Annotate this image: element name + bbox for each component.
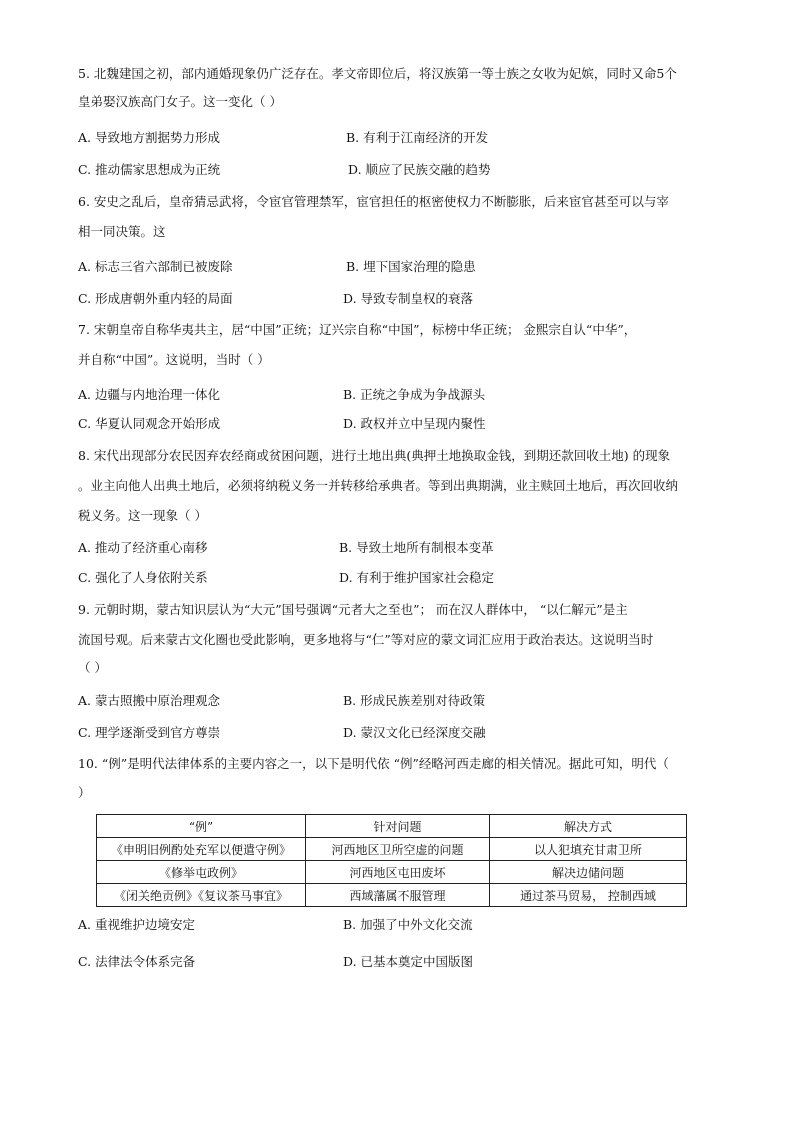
table-header-cell: 解决方式 — [490, 815, 687, 838]
table-cell: 通过茶马贸易， 控制西域 — [490, 884, 687, 907]
q7-option-c[interactable]: C. 华夏认同观念开始形成 — [78, 416, 221, 431]
q9-option-a[interactable]: A. 蒙古照搬中原治理观念 — [78, 693, 220, 708]
q6-option-d[interactable]: D. 导致专制皇权的衰落 — [343, 291, 474, 306]
q5-option-c[interactable]: C. 推动儒家思想成为正统 — [78, 162, 221, 177]
q8-option-b[interactable]: B. 导致土地所有制根本变革 — [339, 540, 494, 555]
q7-option-a[interactable]: A. 边疆与内地治理一体化 — [78, 387, 220, 402]
q6-stem-line-1: 6. 安史之乱后，皇帝猜忌武将，令宦官管理禁军，宦官担任的枢密使权力不断膨胀，后来宦官甚至可以与宰 — [78, 194, 669, 209]
table-row — [97, 861, 687, 884]
q9-stem-line-3: （ ） — [78, 660, 107, 675]
table-cell: 《修举屯政例》 — [97, 861, 306, 884]
q6-option-a[interactable]: A. 标志三省六部制已被废除 — [78, 259, 233, 274]
q7-option-b[interactable]: B. 正统之争成为争战源头 — [343, 387, 486, 402]
q9-stem-line-1: 9. 元朝时期，蒙古知识层认为“大元”国号强调“元者大之至也”； 而在汉人群体中， “以仁解元”是主 — [78, 602, 628, 617]
q10-option-c[interactable]: C. 法律法令体系完备 — [78, 954, 196, 969]
table-header-cell: 针对问题 — [306, 815, 490, 838]
q6-option-c[interactable]: C. 形成唐朝外重内轻的局面 — [78, 291, 233, 306]
q7-stem-line-1: 7. 宋朝皇帝自称华夷共主，居“中国”正统；辽兴宗自称“中国”，标榜中华正统； 金熙宗自认“中华”， — [78, 322, 637, 337]
q8-option-d[interactable]: D. 有利于维护国家社会稳定 — [339, 570, 495, 585]
table-cell: 《申明旧例酌处充军以便遣守例》 — [97, 838, 306, 861]
q8-stem-line-2: 。业主向他人出典土地后，必须将纳税义务一并转移给承典者。等到出典期满，业主赎回土地后，再次回收纳 — [78, 478, 679, 493]
q10-option-b[interactable]: B. 加强了中外文化交流 — [343, 917, 473, 932]
q9-option-c[interactable]: C. 理学逐渐受到官方尊崇 — [78, 725, 221, 740]
q6-option-b[interactable]: B. 埋下国家治理的隐患 — [346, 259, 476, 274]
q8-stem-line-3: 税义务。这一现象（ ） — [78, 508, 207, 523]
q9-option-b[interactable]: B. 形成民族差别对待政策 — [343, 693, 486, 708]
q7-option-d[interactable]: D. 政权并立中呈现内聚性 — [343, 416, 486, 431]
q10-option-d[interactable]: D. 已基本奠定中国版图 — [343, 954, 474, 969]
table-cell: 河西地区卫所空虚的问题 — [306, 838, 490, 861]
q9-option-d[interactable]: D. 蒙汉文化已经深度交融 — [343, 725, 486, 740]
q5-option-b[interactable]: B. 有利于江南经济的开发 — [346, 130, 489, 145]
q10-option-a[interactable]: A. 重视维护边境安定 — [78, 917, 195, 932]
table-header-row — [97, 815, 687, 838]
q5-stem-line-1: 5. 北魏建国之初，部内通婚现象仍广泛存在。孝文帝即位后，将汉族第一等士族之女收为妃嫔，同时又命5个 — [78, 66, 677, 81]
q9-stem-line-2: 流国号观。后来蒙古文化圈也受此影响，更多地将与“仁”等对应的蒙文词汇应用于政治表达。这说明当时 — [78, 632, 654, 647]
table-cell: 解决边储问题 — [490, 861, 687, 884]
q5-option-a[interactable]: A. 导致地方割据势力形成 — [78, 130, 220, 145]
table-cell: 《闭关绝贡例》《复议茶马事宜》 — [97, 884, 306, 907]
q6-stem-line-2: 相一同决策。这 — [78, 224, 166, 239]
q8-option-a[interactable]: A. 推动了经济重心南移 — [78, 540, 208, 555]
table-cell: 西域藩属不服管理 — [306, 884, 490, 907]
q8-stem-line-1: 8. 宋代出现部分农民因弃农经商或贫困问题，进行土地出典(典押土地换取金钱，到期还款回收土地) 的现象 — [78, 448, 671, 463]
table-header-cell: “例” — [97, 815, 306, 838]
q10-stem-line-2: ） — [78, 785, 91, 800]
table-row — [97, 838, 687, 861]
q10-stem-line-1: 10. “例”是明代法律体系的主要内容之一，以下是明代依 “例”经略河西走廊的相关情况。据此可知，明代（ — [78, 756, 669, 771]
q5-option-d[interactable]: D. 顺应了民族交融的趋势 — [348, 162, 491, 177]
table-row — [97, 884, 687, 907]
q8-option-c[interactable]: C. 强化了人身依附关系 — [78, 570, 208, 585]
table-cell: 河西地区屯田废坏 — [306, 861, 490, 884]
table-cell: 以人犯填充甘肃卫所 — [490, 838, 687, 861]
q7-stem-line-2: 并自称“中国”。这说明，当时（ ） — [78, 352, 270, 367]
q5-stem-line-2: 皇弟娶汉族高门女子。这一变化（ ） — [78, 94, 282, 109]
legal-cases-table — [96, 814, 687, 907]
